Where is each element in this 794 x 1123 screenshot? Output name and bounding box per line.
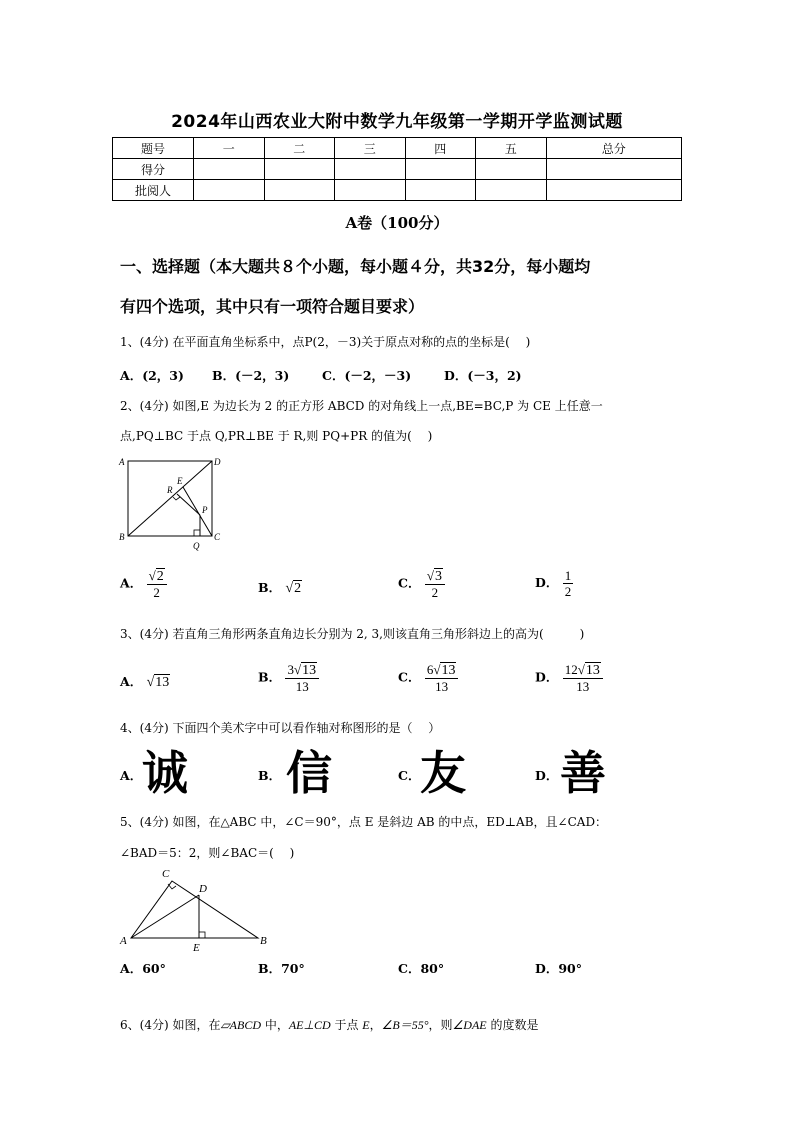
numerator: √2 [147,568,167,585]
score-cell[interactable] [546,159,682,180]
part1-heading-line2: 有四个选项，其中只有一项符合题目要求） [120,297,425,316]
grader-cell[interactable] [335,180,406,201]
fraction [563,662,603,694]
q1-option-c[interactable]: C．(－2，－3) [322,368,412,383]
q4-option-d-char[interactable]: 善 [560,746,606,800]
q4-option-d-letter[interactable]: D． [535,768,559,783]
denominator: 2 [431,585,439,600]
radicand: 2 [156,569,164,584]
option-letter: A． [120,575,143,591]
label-c: C [214,532,221,542]
grader-cell[interactable] [405,180,476,201]
score-table [112,137,682,201]
part1-heading-line1: 一、选择题（本大题共８个小题，每小题４分，共32分，每小题均 [120,257,591,276]
numerator: 3√13 [285,662,319,679]
q2-figure-square [116,452,226,552]
q1-stem: 1、(4分) 在平面直角坐标系中，点P(2，－3)关于原点对称的点的坐标是( ) [120,335,531,349]
grader-cell[interactable] [264,180,335,201]
q6-stem [120,1017,680,1033]
coefficient: 12 [564,662,578,677]
fraction [285,662,319,694]
denominator: 13 [435,679,449,694]
numerator: 12√13 [563,662,603,679]
q1-option-a[interactable]: A．(2，3) [120,368,184,383]
denominator: 2 [153,585,160,600]
q6-angle-b: ∠B＝55° [381,1018,429,1032]
score-cell[interactable] [335,159,406,180]
q2-option-a[interactable] [120,568,167,600]
radicand: 13 [155,675,170,690]
diagonal-bd [128,461,212,536]
label-e: E [193,942,200,954]
option-letter: D． [535,575,559,590]
q5-figure-triangle [116,862,276,954]
option-letter: D． [535,669,559,685]
coefficient: 3 [287,662,294,677]
q4-option-b-char[interactable]: 信 [286,746,332,800]
option-letter: B． [258,669,282,685]
header-cell: 二 [264,138,335,159]
label-b: B [260,935,267,947]
q6-stem-prefix: 6、(4分) 如图，在 [120,1018,221,1032]
option-letter: A． [120,674,143,689]
coefficient: 6 [426,662,434,677]
q4-option-b-letter[interactable]: B． [258,768,282,783]
q5-option-b[interactable]: B．70° [258,961,305,976]
q6-parallelogram: ▱ABCD [220,1018,262,1032]
q6-condition: AE⊥CD [288,1018,331,1032]
score-cell[interactable] [194,159,265,180]
q3-option-b[interactable] [258,662,319,694]
right-angle-e [199,932,205,938]
q5-option-a[interactable]: A．60° [120,961,166,976]
radicand: 3 [434,569,442,584]
score-cell[interactable] [476,159,547,180]
score-table-header [113,138,682,159]
numerator: √3 [425,568,445,585]
label-q: Q [193,541,200,551]
q2-stem-line2: 点,PQ⊥BC 于点 Q,PR⊥BE 于 R,则 PQ+PR 的值为( ) [120,429,433,443]
label-e: E [177,476,183,486]
q2-option-c[interactable] [398,568,445,600]
numerator: 1 [564,568,572,583]
segment-ad [131,895,199,938]
radical: √13 [146,675,170,690]
label-r: R [167,485,173,495]
radicand: 2 [294,581,302,596]
score-cell[interactable] [264,159,335,180]
radicand: 13 [585,663,600,678]
section-title: A卷（100分） [345,214,449,232]
grader-cell[interactable] [194,180,265,201]
q6-stem-text: 中， [261,1018,289,1032]
q4-stem: 4、(4分) 下面四个美术字中可以看作轴对称图形的是（ ） [120,721,441,735]
radicand: 13 [302,663,317,678]
q6-point: E [362,1018,370,1032]
numerator: 6√13 [425,662,459,679]
denominator: 13 [576,679,590,694]
q5-option-c[interactable]: C．80° [398,961,445,976]
triangle-abc [131,881,258,938]
exam-title: 2024年山西农业大附中数学九年级第一学期开学监测试题 [171,112,623,132]
q6-stem-end: 的度数是 [486,1018,539,1032]
q2-option-b[interactable] [258,578,302,597]
row-label: 得分 [113,159,194,180]
q1-option-b[interactable]: B．(－2，3) [212,368,290,383]
header-cell: 三 [335,138,406,159]
fraction [425,662,459,694]
q5-stem-line1: 5、(4分) 如图，在△ABC 中，∠C＝90°，点 E 是斜边 AB 的中点，ED⊥AB，且∠CAD： [120,815,608,829]
q5-stem-line2: ∠BAD＝5：2，则∠BAC＝( ) [120,846,295,860]
q5-option-d[interactable]: D．90° [535,961,582,976]
fraction [563,568,574,599]
radical: √2 [285,581,302,596]
fraction [425,568,445,600]
grader-row [113,180,682,201]
label-p: P [202,505,208,515]
q6-stem-text: ， [369,1018,382,1032]
segment-ce [183,487,212,536]
q4-option-a-char[interactable]: 诚 [142,746,188,800]
header-cell: 总分 [546,138,682,159]
q4-option-c-letter[interactable]: C． [398,768,421,783]
q3-option-a[interactable] [120,672,170,691]
q6-angle-dae: ∠DAE [452,1018,487,1032]
row-label: 批阅人 [113,180,194,201]
header-cell: 四 [405,138,476,159]
label-b: B [119,532,125,542]
q3-option-d[interactable] [535,662,603,694]
q4-option-c-char[interactable]: 友 [420,746,466,800]
right-angle-r [173,497,180,500]
q4-option-a-letter[interactable]: A． [120,768,143,783]
fraction [147,568,167,600]
q6-stem-text: ，则 [428,1018,453,1032]
q6-stem-text: 于点 [330,1018,363,1032]
label-a: A [120,935,127,947]
label-d: D [199,883,207,895]
option-letter: C． [398,669,421,685]
grader-cell[interactable] [546,180,682,201]
q1-option-d[interactable]: D．(－3，2) [444,368,522,383]
header-cell: 一 [194,138,265,159]
label-c: C [162,868,170,880]
right-angle-q [194,530,200,536]
header-cell: 题号 [113,138,194,159]
q3-stem: 3、(4分) 若直角三角形两条直角边长分别为 2, 3,则该直角三角形斜边上的高为( ) [120,627,585,641]
grader-cell[interactable] [476,180,547,201]
denominator: 2 [564,584,572,599]
score-row [113,159,682,180]
q3-option-c[interactable] [398,662,458,694]
q2-stem-line1: 2、(4分) 如图,E 为边长为 2 的正方形 ABCD 的对角线上一点,BE=BC,P 为 CE 上任意一 [120,399,603,413]
label-a: A [119,457,125,467]
option-letter: B． [258,580,282,595]
radicand: 13 [441,663,456,678]
score-cell[interactable] [405,159,476,180]
q2-option-d[interactable] [535,568,573,599]
label-d: D [214,457,221,467]
option-letter: C． [398,575,421,591]
header-cell: 五 [476,138,547,159]
denominator: 13 [295,679,309,694]
